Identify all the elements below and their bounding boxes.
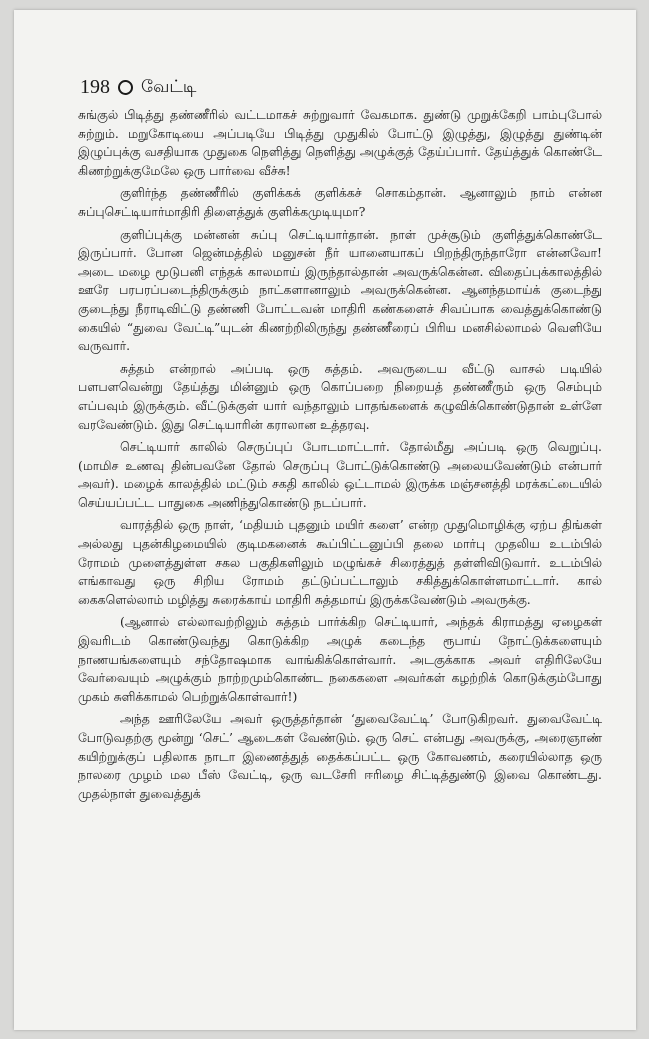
paragraph: குளிப்புக்கு மன்னன் சுப்பு செட்டியார்தான். நாள் முச்சூடும் குளித்துக்கொண்டே இருப்பார். போன ஜென்மத்தில் மனுசன் நீர் யானையாகப் பிறந்திருந்தாரோ என்னவோ! அடை மழை மூடுபனி எந்தக் காலமாய் இருந்தால்தான் அவருக்கென்ன. விதைப்புக்காலத்தில் ஊரே பரபரப்படைந்திருக்கும் நாட்களானாலும் அவருக்கென்ன. ஆனந்தமாய்க் குடைந்து குடைந்து நீராடிவிட்டு தண்ணி போட்டவன் மாதிரி கண்களைச் சிவப்பாக வைத்துக்கொண்டு கையில் “துவை வேட்டி”யுடன் கிணற்றிலிருந்து தண்ணீரைப் பிரிய மனசில்லாமல் வெளியே வருவார். xyxy=(78,226,602,354)
body-text xyxy=(78,106,602,807)
paragraph: செட்டியார் காலில் செருப்புப் போடமாட்டார். தோல்மீது அப்படி ஒரு வெறுப்பு. (மாமிச உணவு தின்பவனே தோல் செருப்பு போட்டுக்கொண்டு அலையவேண்டும் என்பார் அவர்). மழைக் காலத்தில் மட்டும் சகதி காலில் ஒட்டாமல் இருக்க மஞ்சனத்தி மரக்கட்டையில் செய்யப்பட்ட பாதுகை அணிந்துகொண்டு நடப்பார். xyxy=(78,439,602,510)
circle-ornament-icon xyxy=(118,80,133,95)
running-title: வேட்டி xyxy=(141,76,197,97)
page-number: 198 xyxy=(80,76,110,98)
paragraph: சுத்தம் என்றால் அப்படி ஒரு சுத்தம். அவருடைய வீட்டு வாசல் படியில் பளபளவென்று தேய்த்து மின்னும் ஒரு கொப்பறை நிறையத் தண்ணீரும் ஒரு செம்பும் எப்பவும் இருக்கும். வீட்டுக்குள் யார் வந்தாலும் பாதங்களைக் கழுவிக்கொண்டுதான் உள்ளே வரவேண்டும். இது செட்டியாரின் கராலான உத்தரவு. xyxy=(78,360,602,432)
paragraph: குளிர்ந்த தண்ணீரில் குளிக்கக் குளிக்கச் சொகம்தான். ஆனாலும் நாம் என்ன சுப்புசெட்டியார்மாதிரி திளைத்துக் குளிக்கமுடியுமா? xyxy=(78,185,602,219)
paragraph: சுங்குல் பிடித்து தண்ணீரில் வட்டமாகச் சுற்றுவார் வேகமாக. துண்டு முறுக்கேறி பாம்புபோல் சுற்றும். மறுகோடியை அப்படியே பிடித்து முதுகில் போட்டு இழுத்து, இழுத்து துண்டின் இழுப்புக்கு வசதியாக முதுகை நெளித்து நெளித்து அழுக்குத் தேய்ப்பார். தேய்த்துக் கொண்டே கிணற்றுக்குமேலே ஒரு பார்வை வீச்சு! xyxy=(78,107,602,178)
paragraph: அந்த ஊரிலேயே அவர் ஒருத்தர்தான் ‘துவைவேட்டி’ போடுகிறவர். துவைவேட்டி போடுவதற்கு மூன்று ‘செட்’ ஆடைகள் வேண்டும். ஒரு செட் என்பது அவருக்கு, அரைஞாண் கயிற்றுக்குப் பதிலாக நாடா இணைத்துத் தைக்கப்பட்ட ஒரு கோவணம், கரையில்லாத ஒரு நாலரை முழம் மல பீஸ் வேட்டி, ஒரு வடசேரி ஈரிழை சிட்டித்துண்டு இவை கொண்டது. முதல்நாள் துவைத்துக் xyxy=(78,711,602,801)
paragraph: (ஆனால் எல்லாவற்றிலும் சுத்தம் பார்க்கிற செட்டியார், அந்தக் கிராமத்து ஏழைகள் இவரிடம் கொண்டுவந்து கொடுக்கிற அழுக் கடைந்த ரூபாய் நோட்டுக்களையும் நாணயங்களையும் சந்தோஷமாக வாங்கிக்கொள்வார். அடகுக்காக அவர் எதிரிலேயே வேர்வையும் அழுக்கும் நாற்றமும்கொண்ட நகைகளை அவர்கள் கழற்றிக் கொடுக்கும்போது முகம் சுளிக்காமல் பெற்றுக்கொள்வார்!) xyxy=(78,614,602,704)
paragraph: வாரத்தில் ஒரு நாள், ‘மதியம் புதனும் மயிர் களை’ என்ற முதுமொழிக்கு ஏற்ப திங்கள் அல்லது புதன்கிழமையில் குடிமகனைக் கூப்பிட்டனுப்பி தலை மார்பு முதலிய உடம்பில் ரோமம் முளைத்துள்ள சகல பகுதிகளிலும் மழுங்கச் சிரைத்துத் தள்ளிவிடுவார். உடம்பில் எங்காவது ஒரு சிறிய ரோமம் தட்டுப்பட்டாலும் சகித்துக்கொள்ளமாட்டார். கால் கைகளெல்லாம் மழித்து சுரைக்காய் மாதிரி சுத்தமாய் இருக்கவேண்டும் அவருக்கு. xyxy=(78,517,602,607)
page-header xyxy=(80,76,196,99)
book-page xyxy=(14,10,636,1030)
